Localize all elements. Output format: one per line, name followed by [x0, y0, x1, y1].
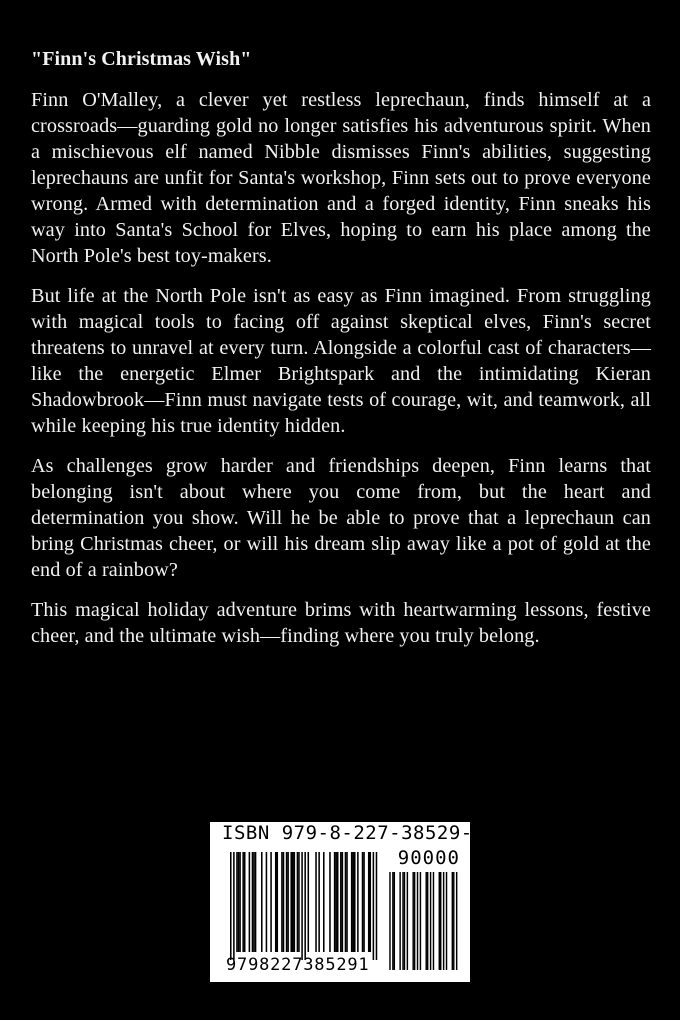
barcode-bar [242, 852, 244, 952]
blurb-paragraph-3: As challenges grow harder and friendships deepen, Finn learns that belonging isn't about where you come from, but the heart and determination you show. Will he be able to prove that a leprechaun can bring Christmas cheer, or will his dream slip away like a pot of gold at the end of a rainbow? [31, 455, 651, 581]
addon-bar [456, 872, 457, 970]
addon-bar [420, 872, 421, 970]
addon-bar [439, 872, 440, 970]
barcode-bar [329, 852, 331, 952]
addon-bar [404, 872, 405, 970]
barcode-bar [373, 852, 375, 960]
addon-bar [443, 872, 444, 970]
barcode-bar [252, 852, 254, 952]
addon-bar [426, 872, 427, 970]
barcode-bar [337, 852, 339, 952]
barcode-bar [266, 852, 268, 952]
barcode-bar [297, 852, 299, 952]
barcode-bar [301, 852, 303, 960]
addon-bar [417, 872, 418, 970]
blurb-paragraph-4: This magical holiday adventure brims with heartwarming lessons, festive cheer, and the ultimate wish—finding where you truly belong. [31, 599, 651, 647]
barcode-bar [230, 852, 232, 960]
barcode-bar [376, 852, 378, 960]
addon-bar [407, 872, 408, 970]
back-cover-blurb [31, 48, 651, 663]
barcode-bar [294, 852, 296, 952]
barcode-bar [304, 852, 306, 960]
addon-bar [440, 872, 441, 970]
barcode-bar [354, 852, 356, 952]
addon-bar [430, 872, 431, 970]
barcode-bar [308, 852, 310, 952]
addon-bar [446, 872, 447, 970]
barcode-bar [287, 852, 289, 952]
barcode-bar [249, 852, 251, 952]
addon-bar [392, 872, 393, 970]
addon-bar [452, 872, 453, 970]
isbn-digits: 9798227385291 [226, 955, 370, 975]
isbn-barcode [210, 822, 485, 982]
barcode-bar [362, 852, 364, 952]
addon-bar [427, 872, 428, 970]
addon-bar [412, 872, 413, 970]
barcode-bar [236, 852, 238, 952]
book-title: "Finn's Christmas Wish" [31, 48, 252, 70]
barcode-bar [334, 852, 336, 952]
barcode-bar [363, 852, 365, 952]
barcode-bar [286, 852, 288, 952]
barcode-bar [318, 852, 320, 952]
barcode-bar [298, 852, 300, 952]
barcode-bar [261, 852, 263, 952]
addon-bar [389, 872, 390, 970]
barcode-bar [238, 852, 240, 952]
barcode-bar [277, 852, 279, 952]
barcode-bar [315, 852, 317, 952]
barcode-bar [340, 852, 342, 952]
barcode-bar [342, 852, 344, 952]
addon-bar [402, 872, 403, 970]
barcode-bar [346, 852, 348, 952]
barcode-bar [283, 852, 285, 952]
barcode-bar [292, 852, 294, 952]
blurb-paragraph-1: Finn O'Malley, a clever yet restless leprechaun, finds himself at a crossroads—guarding gold no longer satisfies his adventurous spirit. When a mischievous elf named Nibble dismisses Finn's abilities, suggesting leprechauns are unfit for Santa's workshop, Finn sets out to prove everyone wrong. Armed with determination and a forged identity, Finn sneaks his way into Santa's School for Elves, hoping to earn his place among the North Pole's best toy-makers. [31, 89, 651, 267]
barcode-bar [345, 852, 347, 952]
barcode-bar [253, 852, 255, 952]
addon-bar [394, 872, 395, 970]
price-code: 90000 [397, 847, 460, 869]
barcode-bar [270, 852, 272, 952]
barcode-bar [275, 852, 277, 952]
addon-bar [414, 872, 415, 970]
barcode-bar [244, 852, 246, 952]
barcode-bar [255, 852, 257, 952]
barcode-bar [351, 852, 353, 952]
addon-bar [399, 872, 400, 970]
barcode-bar [290, 852, 292, 952]
barcode-bar [368, 852, 370, 952]
isbn-label: ISBN 979-8-227-38529-1 [222, 822, 485, 844]
barcode-bar [239, 852, 241, 952]
blurb-paragraph-2: But life at the North Pole isn't as easy as Finn imagined. From struggling with magical tools to facing off against skeptical elves, Finn's secret threatens to unravel at every turn. Alongside a colorful cast of characters—like the energetic Elmer Brightspark and the intimidating Kieran Shadowbrook—Finn must navigate tests of courage, wit, and teamwork, all while keeping his true identity hidden. [31, 285, 651, 437]
barcode-bar [281, 852, 283, 952]
addon-bar [453, 872, 454, 970]
barcode-bar [357, 852, 359, 952]
addon-bar [433, 872, 434, 970]
barcode-bar [233, 852, 235, 960]
barcode-bar [352, 852, 354, 952]
barcode-bar [335, 852, 337, 952]
barcode-bar [323, 852, 325, 952]
barcode-bar [370, 852, 372, 952]
